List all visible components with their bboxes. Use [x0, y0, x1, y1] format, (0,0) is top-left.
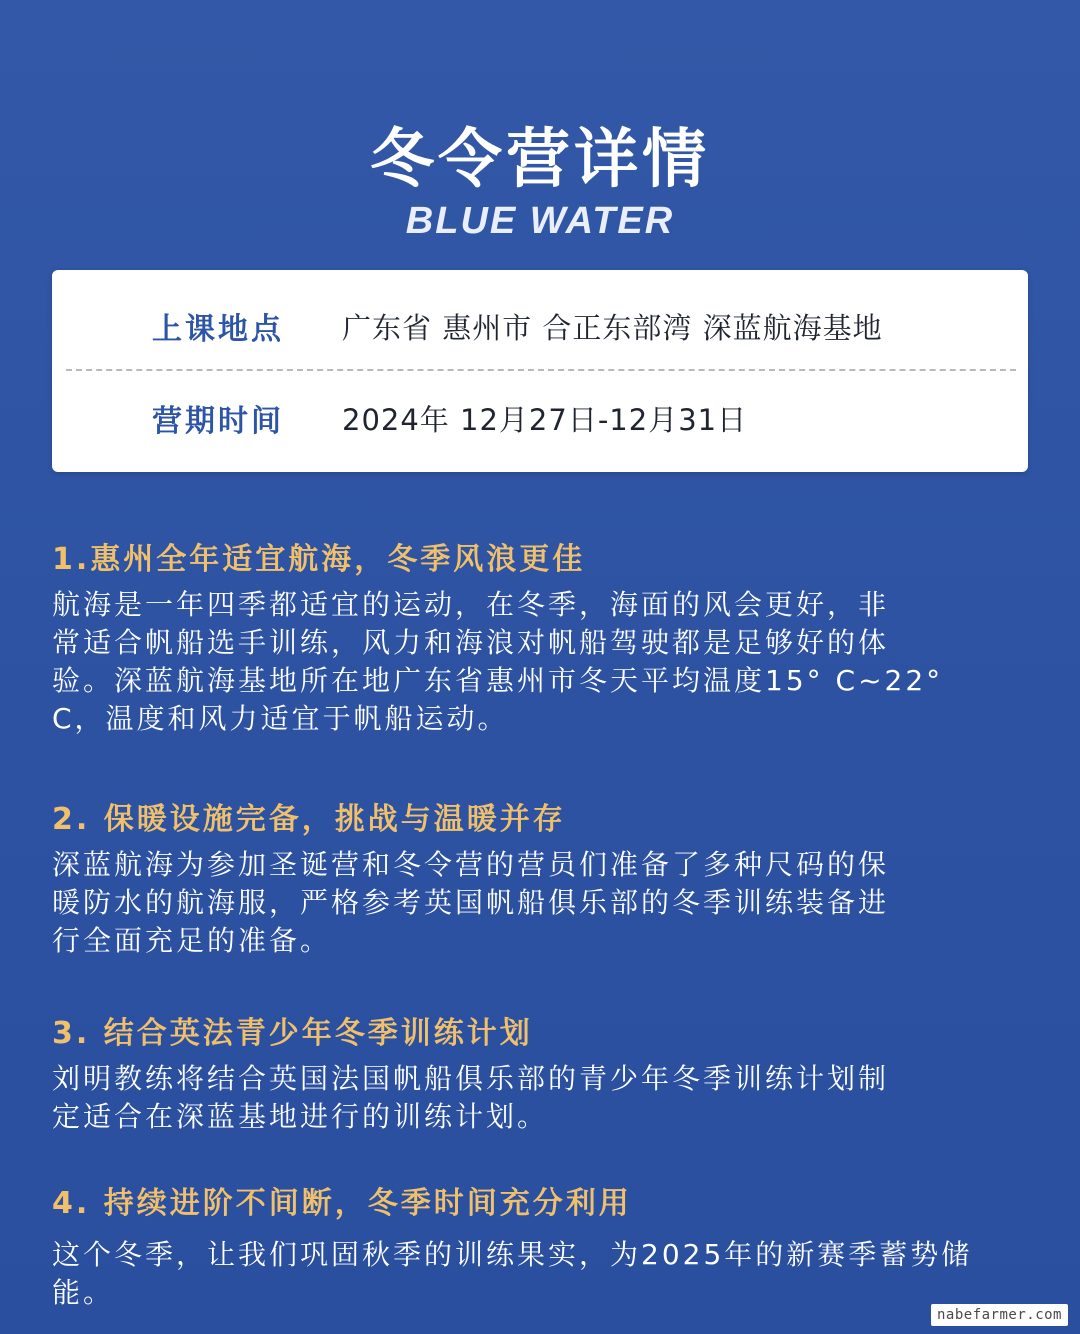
page-subtitle: BLUE WATER: [405, 200, 675, 242]
section-1-title: 1.惠州全年适宜航海，冬季风浪更佳: [52, 542, 586, 577]
section-3-body: 刘明教练将结合英国法国帆船俱乐部的青少年冬季训练计划制 定适合在深蓝基地进行的训练计划。: [52, 1062, 890, 1133]
dates-value: 2024年 12月27日-12月31日: [342, 402, 748, 437]
location-value: 广东省 惠州市 合正东部湾 深蓝航海基地: [342, 310, 883, 345]
section-2-title: 2. 保暖设施完备，挑战与温暖并存: [52, 802, 566, 837]
info-row-dates: [0, 388, 976, 448]
section-1-body: 航海是一年四季都适宜的运动，在冬季，海面的风会更好，非 常适合帆船选手训练，风力和海浪对帆船驾驶都是足够好的体 验。深蓝航海基地所在地广东省惠州市冬天平均温度15° C~22° C，温度和风力适宜于帆船运动。: [52, 588, 944, 735]
section-4-body: 这个冬季，让我们巩固秋季的训练果实，为2025年的新赛季蓄势储能。: [52, 1238, 973, 1309]
dashed-divider: [66, 369, 1016, 371]
location-label: 上课地点: [152, 312, 284, 347]
dates-label: 营期时间: [152, 404, 284, 439]
section-3-title: 3. 结合英法青少年冬季训练计划: [52, 1016, 533, 1051]
page-title: 冬令营详情: [370, 123, 710, 197]
info-row-location: [0, 296, 976, 356]
watermark-text: nabefarmer.com: [931, 1304, 1068, 1326]
section-4-title: 4. 持续进阶不间断，冬季时间充分利用: [52, 1186, 632, 1221]
section-2-body: 深蓝航海为参加圣诞营和冬令营的营员们准备了多种尺码的保 暖防水的航海服，严格参考英国帆船俱乐部的冬季训练装备进 行全面充足的准备。: [52, 848, 890, 957]
